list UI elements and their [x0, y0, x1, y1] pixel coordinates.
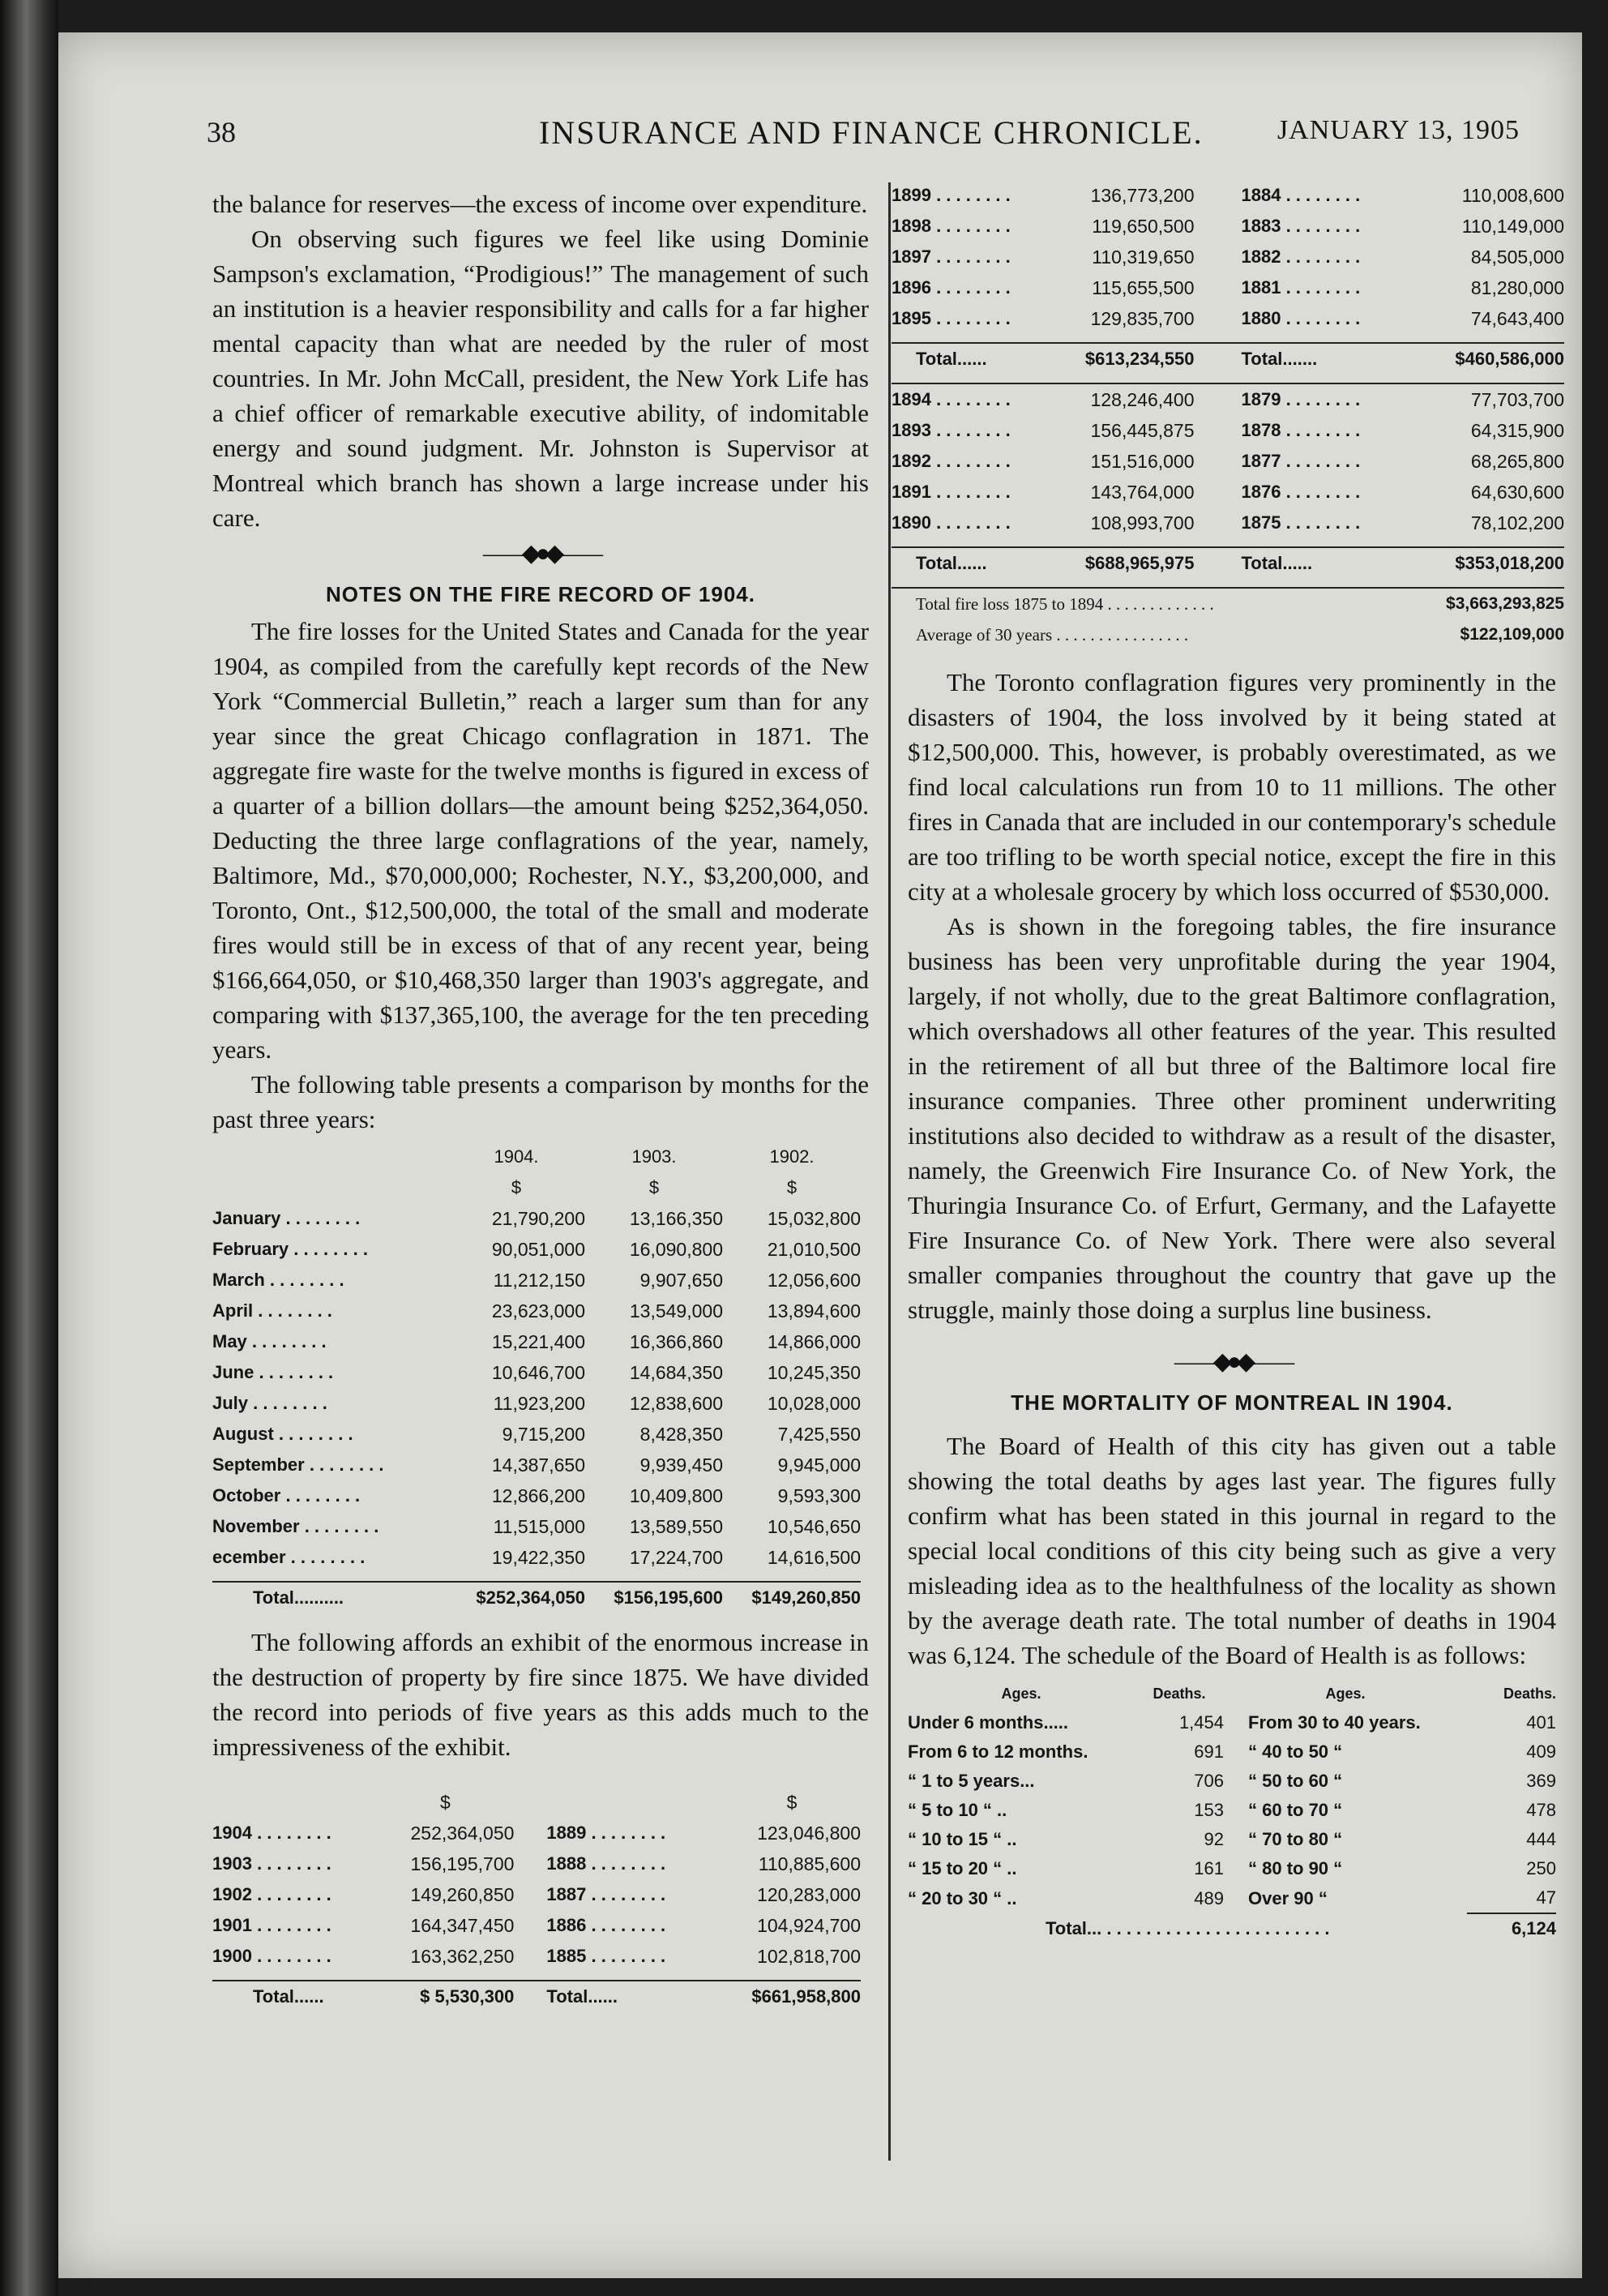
loss-value: 11,212,150	[493, 1270, 585, 1291]
table-row: 1892 . . . . . . . . 151,516,000 1877 . . . . . . . . 68,265,800	[892, 446, 1564, 477]
table-row: ecember . . . . . . . . 19,422,350 17,224,700 14,616,500	[212, 1542, 861, 1573]
month-label: May	[212, 1331, 247, 1351]
loss-value: 16,366,860	[629, 1331, 723, 1352]
table-row: 1903 . . . . . . . . 156,195,700 1888 . . . . . . . . 110,885,600	[212, 1848, 861, 1879]
month-label: April	[212, 1300, 254, 1321]
average-label: Average of 30 years	[916, 625, 1053, 645]
book-binding	[0, 0, 58, 2296]
loss-value: 108,993,700	[1090, 512, 1195, 533]
loss-value: 149,260,850	[410, 1884, 515, 1905]
loss-value: 14,684,350	[629, 1362, 723, 1383]
table-unit-row	[212, 1172, 861, 1203]
unit-label: $	[786, 1177, 798, 1197]
age-range: “ 40 to 50 “	[1248, 1741, 1343, 1762]
loss-value: 13,166,350	[629, 1208, 723, 1229]
table-row: 1901 . . . . . . . . 164,347,450 1886 . . . . . . . . 104,924,700	[212, 1910, 861, 1941]
death-count: 401	[1526, 1712, 1556, 1733]
year-label: 1880	[1241, 308, 1281, 328]
loss-value: 10,245,350	[767, 1362, 861, 1383]
death-count: 706	[1194, 1771, 1224, 1791]
year-label: 1881	[1241, 277, 1281, 298]
table-row: November . . . . . . . . 11,515,000 13,589,550 10,546,650	[212, 1511, 861, 1542]
table-row: October . . . . . . . . 12,866,200 10,409,800 9,593,300	[212, 1480, 861, 1511]
loss-value: 15,221,400	[491, 1331, 585, 1352]
fire-loss-by-year-table	[892, 180, 1564, 650]
total-value: $353,018,200	[1455, 553, 1564, 573]
column-header: 1902.	[769, 1146, 815, 1167]
table-total-row: Total...... $613,234,550 Total....... $460,586,000	[892, 343, 1564, 375]
table-row	[908, 1825, 1556, 1854]
loss-value: 156,445,875	[1090, 420, 1195, 441]
loss-value: 21,790,200	[491, 1208, 585, 1229]
column-header: 1904.	[494, 1146, 539, 1167]
month-label: July	[212, 1393, 249, 1413]
loss-value: 14,387,650	[491, 1454, 585, 1476]
loss-value: 77,703,700	[1470, 389, 1564, 410]
year-label: 1892	[892, 451, 931, 471]
year-label: 1894	[892, 389, 931, 409]
loss-value: 9,945,000	[777, 1454, 861, 1476]
loss-value: 9,939,450	[639, 1454, 723, 1476]
loss-value: 9,907,650	[639, 1270, 723, 1291]
paragraph: The Toronto conflagration figures very prominently in the disasters of 1904, the loss involved by it being stated at $12,500,000. This, however, is probably overestimated, as we find local calculations run from 10 to 11 millions. The other fires in Canada that are included in our contemporary's schedule are too trifling to be worth special notice, except the fire in this city at a wholesale grocery by which loss occurred of $530,000.	[908, 668, 1556, 906]
year-label: 1896	[892, 277, 931, 298]
table-row: 1891 . . . . . . . . 143,764,000 1876 . . . . . . . . 64,630,600	[892, 477, 1564, 508]
unit-label: $	[440, 1792, 451, 1813]
total-value: $460,586,000	[1455, 349, 1564, 369]
loss-value: 104,924,700	[757, 1915, 861, 1936]
total-value: $ 5,530,300	[420, 1986, 515, 2007]
table-row	[908, 1767, 1556, 1796]
loss-value: 14,866,000	[767, 1331, 861, 1352]
average-value: $122,109,000	[1460, 625, 1564, 644]
table-row: 1895 . . . . . . . . 129,835,700 1880 . . . . . . . . 74,643,400	[892, 303, 1564, 334]
total-label: Total...	[1046, 1917, 1102, 1938]
loss-value: 64,630,600	[1470, 482, 1564, 503]
paragraph: As is shown in the foregoing tables, the fire insurance business has been very unprofitable during the year 1904, largely, if not wholly, due to the great Baltimore conflagration, which overshadows all other features of the year. This resulted in the retirement of all but three of the Baltimore local fire insurance companies. Three other prominent underwriting institutions also decided to withdraw as a result of the disaster, namely, the Greenwich Fire Insurance Co. of New York, the Thuringia Insurance Co. of Erfurt, Germany, and the Lafayette Fire Insurance Co. of New York. There were also several smaller companies throughout the country that gave up the struggle, mainly those doing a surplus line business.	[908, 912, 1556, 1324]
total-label: Total	[916, 553, 957, 573]
unit-label: $	[511, 1177, 522, 1197]
death-count: 1,454	[1178, 1712, 1224, 1733]
loss-value: 11,923,200	[493, 1393, 585, 1414]
year-label: 1879	[1241, 389, 1281, 409]
death-count: 47	[1536, 1887, 1556, 1908]
loss-value: 14,616,500	[767, 1547, 861, 1568]
loss-value: 164,347,450	[410, 1915, 515, 1936]
total-value: $688,965,975	[1084, 553, 1195, 573]
paragraph: The following affords an exhibit of the enormous increase in the destruction of property by fire since 1875. We have divided the record into periods of five years as this adds much to the impressiveness of the exhibit.	[212, 1628, 869, 1761]
loss-value: 78,102,200	[1470, 512, 1564, 533]
monthly-losses-table	[212, 1142, 861, 1613]
total-label: Total	[916, 349, 957, 369]
loss-value: 110,008,600	[1461, 185, 1564, 206]
table-row: April . . . . . . . . 23,623,000 13,549,000 13,894,600	[212, 1296, 861, 1326]
paragraph: The Board of Health of this city has given out a table showing the total deaths by ages last year. The figures fully confirm what has been stated in this journal in regard to the special local conditions of this city being such as give a very misleading idea as to the healthfulness of the locality as shown by the average death rate. The total number of deaths in 1904 was 6,124. The schedule of the Board of Health is as follows:	[908, 1432, 1556, 1669]
issue-date: JANUARY 13, 1905	[1277, 115, 1520, 145]
table-row: 1898 . . . . . . . . 119,650,500 1883 . . . . . . . . 110,149,000	[892, 211, 1564, 242]
total-label: Total	[1241, 349, 1283, 369]
table-total-row: Total...... $688,965,975 Total...... $353,018,200	[892, 547, 1564, 579]
table-header-row	[908, 1679, 1556, 1708]
loss-value: 13,589,550	[629, 1516, 723, 1537]
mortality-table	[908, 1679, 1556, 1943]
table-row: 1897 . . . . . . . . 110,319,650 1882 . . . . . . . . 84,505,000	[892, 242, 1564, 272]
table-row	[908, 1737, 1556, 1767]
year-label: 1895	[892, 308, 931, 328]
table-row: 1890 . . . . . . . . 108,993,700 1875 . . . . . . . . 78,102,200	[892, 508, 1564, 538]
loss-value: 136,773,200	[1090, 185, 1195, 206]
total-value: $613,234,550	[1084, 349, 1195, 369]
loss-value: 110,319,650	[1092, 246, 1195, 268]
loss-value: 143,764,000	[1090, 482, 1195, 503]
year-label: 1889	[546, 1823, 587, 1843]
loss-value: 10,546,650	[767, 1516, 861, 1537]
month-label: November	[212, 1516, 300, 1536]
column-divider	[888, 182, 891, 2161]
loss-value: 81,280,000	[1470, 277, 1564, 298]
table-row: 1893 . . . . . . . . 156,445,875 1878 . . . . . . . . 64,315,900	[892, 415, 1564, 446]
year-label: 1884	[1241, 185, 1281, 205]
table-row: 1896 . . . . . . . . 115,655,500 1881 . . . . . . . . 81,280,000	[892, 272, 1564, 303]
loss-value: 12,838,600	[629, 1393, 723, 1414]
grand-total-value: $3,663,293,825	[1446, 594, 1564, 613]
loss-value: 19,422,350	[491, 1547, 585, 1568]
total-value: $156,195,600	[614, 1587, 723, 1608]
table-row	[908, 1883, 1556, 1913]
unit-label: $	[648, 1177, 660, 1197]
average-row: Average of 30 years . . . . . . . . . . . . . . . . $122,109,000	[892, 619, 1564, 650]
death-count: 444	[1526, 1829, 1556, 1849]
death-count: 161	[1194, 1858, 1224, 1878]
loss-value: 10,409,800	[629, 1485, 723, 1506]
year-label: 1891	[892, 482, 931, 502]
loss-value: 17,224,700	[629, 1547, 723, 1568]
loss-value: 102,818,700	[757, 1946, 861, 1967]
year-label: 1888	[546, 1853, 587, 1874]
age-range: “ 10 to 15 “ ..	[908, 1829, 1017, 1849]
year-label: 1893	[892, 420, 931, 440]
age-range: “ 5 to 10 “ ..	[908, 1800, 1007, 1820]
age-range: “ 1 to 5 years...	[908, 1771, 1035, 1791]
loss-value: 163,362,250	[410, 1946, 515, 1967]
table-total-row: Total...... $ 5,530,300 Total...... $661,958,800	[212, 1981, 861, 2012]
total-label: Total	[546, 1986, 588, 2007]
death-count: 691	[1194, 1741, 1224, 1762]
age-range: “ 20 to 30 “ ..	[908, 1887, 1017, 1908]
death-count: 92	[1204, 1829, 1224, 1849]
journal-title: INSURANCE AND FINANCE CHRONICLE.	[539, 114, 1204, 151]
loss-value: 12,866,200	[491, 1485, 585, 1506]
column-header: Ages.	[1001, 1686, 1041, 1702]
year-label: 1903	[212, 1853, 252, 1874]
total-value: $252,364,050	[476, 1587, 585, 1608]
month-label: October	[212, 1485, 281, 1506]
total-label: Total	[253, 1986, 294, 2007]
loss-value: 129,835,700	[1090, 308, 1195, 329]
loss-value: 252,364,050	[410, 1823, 515, 1844]
table-row	[908, 1796, 1556, 1825]
year-label: 1901	[212, 1915, 252, 1935]
loss-value: 8,428,350	[639, 1424, 723, 1445]
table-row: 1902 . . . . . . . . 149,260,850 1887 . . . . . . . . 120,283,000	[212, 1879, 861, 1910]
loss-value: 119,650,500	[1092, 216, 1195, 237]
loss-value: 74,643,400	[1470, 308, 1564, 329]
loss-value: 11,515,000	[493, 1516, 585, 1537]
loss-value: 64,315,900	[1470, 420, 1564, 441]
total-value: $661,958,800	[751, 1986, 861, 2007]
year-label: 1890	[892, 512, 931, 533]
unit-label: $	[786, 1792, 798, 1813]
table-row	[908, 1708, 1556, 1737]
death-count: 250	[1526, 1858, 1556, 1878]
table-row: July . . . . . . . . 11,923,200 12,838,600 10,028,000	[212, 1388, 861, 1419]
loss-value: 156,195,700	[410, 1853, 515, 1874]
column-header: Ages.	[1325, 1686, 1366, 1702]
year-label: 1899	[892, 185, 931, 205]
age-range: “ 80 to 90 “	[1248, 1858, 1343, 1878]
column-header: Deaths.	[1153, 1686, 1206, 1702]
loss-value: 10,028,000	[767, 1393, 861, 1414]
table-row: May . . . . . . . . 15,221,400 16,366,860 14,866,000	[212, 1326, 861, 1357]
section-heading: NOTES ON THE FIRE RECORD OF 1904.	[326, 582, 755, 606]
month-label: August	[212, 1424, 274, 1444]
five-year-periods-table	[212, 1787, 861, 2012]
year-label: 1877	[1241, 451, 1281, 471]
age-range: “ 70 to 80 “	[1248, 1829, 1343, 1849]
month-label: ecember	[212, 1547, 286, 1567]
paragraph: The following table presents a comparison by months for the past three years:	[212, 1070, 869, 1133]
age-range: “ 50 to 60 “	[1248, 1771, 1343, 1791]
year-label: 1885	[546, 1946, 587, 1966]
loss-value: 128,246,400	[1090, 389, 1195, 410]
ornament-divider: ——◆●◆——	[1174, 1348, 1290, 1375]
table-row: March . . . . . . . . 11,212,150 9,907,650 12,056,600	[212, 1265, 861, 1296]
age-range: From 30 to 40 years.	[1248, 1712, 1421, 1733]
loss-value: 110,149,000	[1461, 216, 1564, 237]
month-label: January	[212, 1208, 281, 1228]
loss-value: 151,516,000	[1090, 451, 1195, 472]
loss-value: 7,425,550	[777, 1424, 861, 1445]
age-range: “ 15 to 20 “ ..	[908, 1858, 1017, 1878]
loss-value: 123,046,800	[757, 1823, 861, 1844]
loss-value: 120,283,000	[757, 1884, 861, 1905]
year-label: 1878	[1241, 420, 1281, 440]
paragraph: The fire losses for the United States and Canada for the year 1904, as compiled from the carefully kept records of the New York “Commercial Bulletin,” reach a larger sum than for any year since the great Chicago conflagration in 1871. The aggregate fire waste for the twelve months is figured in excess of a quarter of a billion dollars—the amount being $252,364,050. Deducting the three large conflagrations of the year, namely, Baltimore, Md., $70,000,000; Rochester, N.Y., $3,200,000, and Toronto, Ont., $12,500,000, the total of the small and moderate fires would still be in excess of that of any recent year, being $166,664,050, or $10,468,350 larger than 1903's aggregate, and comparing with $137,365,100, the average for the ten preceding years.	[212, 617, 869, 1064]
page-header	[207, 105, 1536, 154]
age-range: Under 6 months.....	[908, 1712, 1069, 1733]
loss-value: 115,655,500	[1092, 277, 1195, 298]
column-header: 1903.	[631, 1146, 677, 1167]
table-row: 1899 . . . . . . . . 136,773,200 1884 . . . . . . . . 110,008,600	[892, 180, 1564, 211]
table-row	[908, 1854, 1556, 1883]
section-heading: THE MORTALITY OF MONTREAL IN 1904.	[1011, 1390, 1453, 1415]
year-label: 1897	[892, 246, 931, 267]
loss-value: 68,265,800	[1470, 451, 1564, 472]
grand-total-row: Total fire loss 1875 to 1894 . . . . . . . . . . . . . $3,663,293,825	[892, 588, 1564, 619]
paragraph: On observing such figures we feel like using Dominie Sampson's exclamation, “Prodigious!” The management of such an institution is a heavier responsibility and calls for a far higher mental capacity than what are needed by the ruler of most countries. In Mr. John McCall, president, the New York Life has a chief officer of remarkable executive ability, of indomitable energy and sound judgment. Mr. Johnston is Supervisor at Montreal which branch has shown a large increase under his care.	[212, 225, 869, 532]
table-row: 1904 . . . . . . . . 252,364,050 1889 . . . . . . . . 123,046,800	[212, 1818, 861, 1848]
total-value: 6,124	[1467, 1913, 1556, 1943]
ornament-divider: ——◆●◆——	[482, 540, 599, 567]
death-count: 153	[1194, 1800, 1224, 1820]
death-count: 369	[1526, 1771, 1556, 1791]
month-label: March	[212, 1270, 265, 1290]
year-label: 1898	[892, 216, 931, 236]
table-row: August . . . . . . . . 9,715,200 8,428,350 7,425,550	[212, 1419, 861, 1450]
month-label: June	[212, 1362, 254, 1382]
year-label: 1902	[212, 1884, 252, 1904]
age-range: From 6 to 12 months.	[908, 1741, 1088, 1762]
loss-value: 12,056,600	[767, 1270, 861, 1291]
year-label: 1875	[1241, 512, 1281, 533]
table-row: February . . . . . . . . 90,051,000 16,090,800 21,010,500	[212, 1234, 861, 1265]
table-total-row: Total.......... $252,364,050 $156,195,600 $149,260,850	[212, 1582, 861, 1613]
year-label: 1882	[1241, 246, 1281, 267]
month-label: February	[212, 1239, 289, 1259]
total-value: $149,260,850	[751, 1587, 861, 1608]
death-count: 478	[1526, 1800, 1556, 1820]
year-label: 1883	[1241, 216, 1281, 236]
year-label: 1876	[1241, 482, 1281, 502]
table-row: 1894 . . . . . . . . 128,246,400 1879 . . . . . . . . 77,703,700	[892, 383, 1564, 415]
death-count: 489	[1194, 1887, 1224, 1908]
table-row: June . . . . . . . . 10,646,700 14,684,350 10,245,350	[212, 1357, 861, 1388]
loss-value: 9,715,200	[502, 1424, 585, 1445]
loss-value: 9,593,300	[777, 1485, 861, 1506]
loss-value: 13,549,000	[629, 1300, 723, 1321]
year-label: 1887	[546, 1884, 587, 1904]
page-number: 38	[207, 116, 236, 148]
death-count: 409	[1526, 1741, 1556, 1762]
loss-value: 110,885,600	[758, 1853, 861, 1874]
year-label: 1904	[212, 1823, 252, 1843]
loss-value: 21,010,500	[767, 1239, 861, 1260]
year-label: 1886	[546, 1915, 587, 1935]
table-total-row: Total... . . . . . . . . . . . . . . . . . . . . . . . 6,124	[908, 1913, 1556, 1943]
loss-value: 15,032,800	[767, 1208, 861, 1229]
loss-value: 13,894,600	[767, 1300, 861, 1321]
age-range: Over 90 “	[1248, 1887, 1328, 1908]
loss-value: 23,623,000	[491, 1300, 585, 1321]
loss-value: 90,051,000	[491, 1239, 585, 1260]
column-header: Deaths.	[1503, 1686, 1556, 1702]
loss-value: 16,090,800	[629, 1239, 723, 1260]
loss-value: 84,505,000	[1470, 246, 1564, 268]
total-label: Total	[1241, 553, 1283, 573]
table-row: September . . . . . . . . 14,387,650 9,939,450 9,945,000	[212, 1450, 861, 1480]
table-row: January . . . . . . . . 21,790,200 13,166,350 15,032,800	[212, 1203, 861, 1234]
year-label: 1900	[212, 1946, 252, 1966]
paragraph: the balance for reserves—the excess of income over expenditure.	[212, 190, 868, 218]
right-column	[908, 665, 1556, 1943]
total-label: Total	[253, 1587, 294, 1608]
month-label: September	[212, 1454, 305, 1475]
table-header-row	[212, 1142, 861, 1172]
age-range: “ 60 to 70 “	[1248, 1800, 1343, 1820]
table-row: 1900 . . . . . . . . 163,362,250 1885 . . . . . . . . 102,818,700	[212, 1941, 861, 1972]
grand-total-label: Total fire loss 1875 to 1894	[916, 594, 1104, 614]
left-column	[212, 186, 869, 2012]
loss-value: 10,646,700	[491, 1362, 585, 1383]
